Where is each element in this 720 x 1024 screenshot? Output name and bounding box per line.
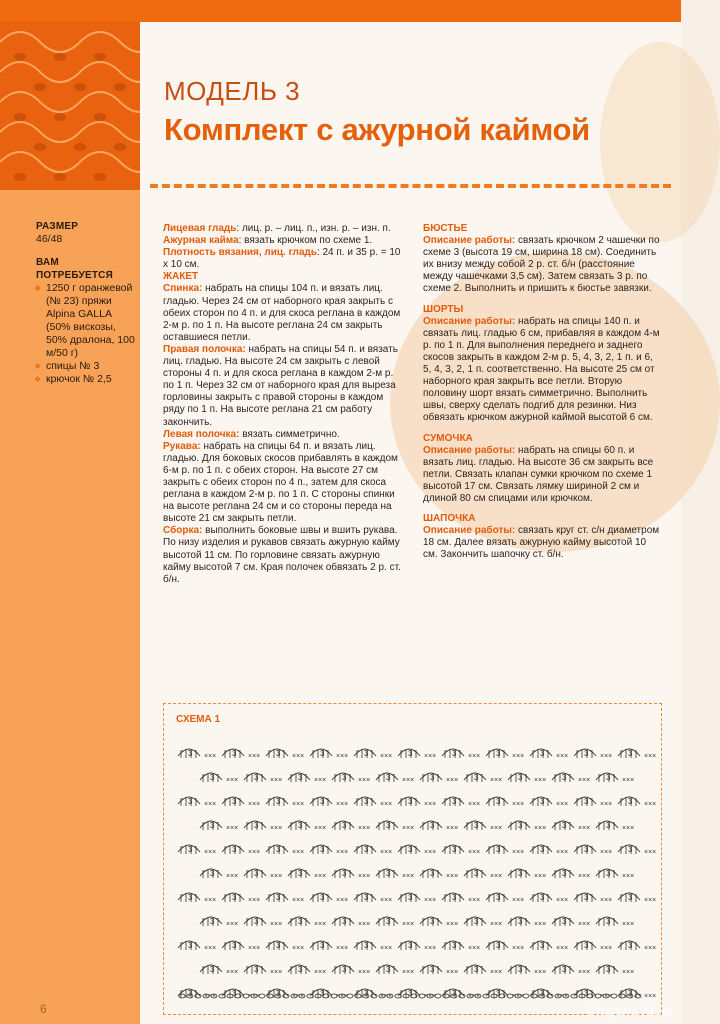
chart-number: 3 bbox=[232, 941, 237, 950]
chart-x-marks: ××× bbox=[490, 825, 503, 832]
chart-number: 3 bbox=[408, 941, 413, 950]
chart-x-marks: ××× bbox=[336, 897, 349, 904]
chart-x-marks: ××× bbox=[534, 873, 547, 880]
chart-x-marks: ××× bbox=[578, 969, 591, 976]
size-label: РАЗМЕР bbox=[36, 221, 79, 232]
chart-number: 3 bbox=[210, 773, 215, 782]
chart-x-marks: ××× bbox=[622, 777, 635, 784]
chart-number: 3 bbox=[584, 749, 589, 758]
chart-number: 3 bbox=[584, 989, 589, 998]
chart-number: 3 bbox=[298, 821, 303, 830]
chart-x-marks: ××× bbox=[512, 801, 525, 808]
chart-number: 3 bbox=[474, 773, 479, 782]
chart-number: 3 bbox=[452, 749, 457, 758]
model-kicker: МОДЕЛЬ 3 bbox=[164, 76, 301, 106]
chart-x-marks: ××× bbox=[424, 993, 437, 1000]
chart-number: 3 bbox=[584, 845, 589, 854]
chart-x-marks: ××× bbox=[336, 849, 349, 856]
chart-number: 3 bbox=[496, 797, 501, 806]
chart-x-marks: ××× bbox=[226, 777, 239, 784]
chart-number: 3 bbox=[540, 989, 545, 998]
chart-x-marks: ××× bbox=[424, 849, 437, 856]
lace-photo bbox=[0, 22, 140, 190]
chart-x-marks: ××× bbox=[622, 825, 635, 832]
chart-number: 3 bbox=[320, 989, 325, 998]
chart-chain bbox=[355, 994, 361, 998]
chart-number: 3 bbox=[496, 749, 501, 758]
chart-x-marks: ××× bbox=[226, 921, 239, 928]
chart-x-marks: ××× bbox=[226, 969, 239, 976]
right-column: БЮСТЬЕ Описание работы: связать крючком 2 чашечки по схеме 3 (высота 19 см, ширина 18 см). Соединить их внизу между собой 2 р. ст. б/н (расстояние между чашечками 3,5 см). Затем связать 3 р. по схеме 2. Выполнить и пришить к бюстье завязки. ШОРТЫ Описание работы: набрать на спицы 140 п. и связать лиц. гладью 6 см, прибавляя в каждом 4-м р. по 1 п. Для выполнения переднего и заднего скосов закрыть в каждом 2-м р. 5, 4, 3, 2, 1 п. и 6, 5, 4, 3, 2, 1 п. соответственно. На высоте 25 см от наборного края закрыть все петли. Вторую половину шорт вязать симметрично. Выполнить швы, сверху сделать подгиб для резинки. Низ обвязать крючком ажурной каймой высотой 6 см. СУМОЧКА Описание работы: набрать на спицы 60 п. и вязать лиц. гладью. На высоте 36 см закрыть все петли. Связать клапан сумки крючком по схеме 1 высотой 17 см. Связать лямку шириной 2 см и длиной 80 см спицами или крючком. ШАПОЧКА Описание работы: связать круг ст. с/н диаметром 18 см. Далее вязать ажурную кайму высотой 10 см. Закончить шапочку ст. б/н. bbox=[423, 223, 660, 561]
chart-number: 3 bbox=[518, 869, 523, 878]
chart-x-marks: ××× bbox=[446, 921, 459, 928]
chart-x-marks: ××× bbox=[292, 801, 305, 808]
chart-x-marks: ××× bbox=[358, 969, 371, 976]
chart-x-marks: ××× bbox=[600, 849, 613, 856]
chart-number: 3 bbox=[562, 965, 567, 974]
chart-x-marks: ××× bbox=[248, 897, 261, 904]
chart-number: 3 bbox=[276, 797, 281, 806]
chart-number: 3 bbox=[562, 773, 567, 782]
chart-x-marks: ××× bbox=[468, 897, 481, 904]
chart-x-marks: ××× bbox=[270, 969, 283, 976]
chart-number: 3 bbox=[540, 797, 545, 806]
chart-number: 3 bbox=[474, 917, 479, 926]
chart-x-marks: ××× bbox=[622, 969, 635, 976]
chart-number: 3 bbox=[210, 917, 215, 926]
chart-x-marks: ××× bbox=[292, 993, 305, 1000]
chart-number: 3 bbox=[628, 941, 633, 950]
chart-x-marks: ××× bbox=[468, 753, 481, 760]
schema-title: СХЕМА 1 bbox=[176, 714, 221, 725]
section-title-shorts: ШОРТЫ bbox=[423, 303, 464, 315]
section-title-hat: ШАПОЧКА bbox=[423, 513, 476, 525]
chart-x-marks: ××× bbox=[512, 849, 525, 856]
chart-number: 3 bbox=[628, 797, 633, 806]
chart-number: 3 bbox=[342, 773, 347, 782]
chart-number: 3 bbox=[364, 797, 369, 806]
materials-info bbox=[36, 220, 136, 386]
chart-x-marks: ××× bbox=[424, 897, 437, 904]
chart-x-marks: ××× bbox=[270, 777, 283, 784]
chart-x-marks: ××× bbox=[556, 801, 569, 808]
chart-chain bbox=[267, 994, 273, 998]
chart-x-marks: ××× bbox=[556, 753, 569, 760]
chart-number: 3 bbox=[364, 989, 369, 998]
chart-number: 3 bbox=[430, 965, 435, 974]
chart-number: 3 bbox=[386, 917, 391, 926]
chart-number: 3 bbox=[518, 965, 523, 974]
chart-x-marks: ××× bbox=[380, 945, 393, 952]
chart-number: 3 bbox=[452, 797, 457, 806]
chart-x-marks: ××× bbox=[556, 945, 569, 952]
chart-chain bbox=[179, 994, 185, 998]
chart-number: 3 bbox=[320, 893, 325, 902]
chart-number: 3 bbox=[276, 893, 281, 902]
chart-x-marks: ××× bbox=[314, 825, 327, 832]
chart-number: 3 bbox=[232, 845, 237, 854]
chart-x-marks: ××× bbox=[556, 897, 569, 904]
chart-x-marks: ××× bbox=[358, 777, 371, 784]
chart-x-marks: ××× bbox=[248, 849, 261, 856]
chart-number: 3 bbox=[188, 749, 193, 758]
chart-x-marks: ××× bbox=[248, 993, 261, 1000]
chart-x-marks: ××× bbox=[314, 777, 327, 784]
chart-x-marks: ××× bbox=[490, 969, 503, 976]
chart-x-marks: ××× bbox=[204, 993, 217, 1000]
material-hook: ❖ крючок № 2,5 bbox=[36, 373, 136, 386]
chart-x-marks: ××× bbox=[270, 921, 283, 928]
chart-x-marks: ××× bbox=[314, 969, 327, 976]
chart-number: 3 bbox=[606, 821, 611, 830]
chart-number: 3 bbox=[518, 821, 523, 830]
chart-number: 3 bbox=[628, 893, 633, 902]
chart-number: 3 bbox=[562, 821, 567, 830]
chart-number: 3 bbox=[232, 989, 237, 998]
chart-number: 3 bbox=[518, 773, 523, 782]
chart-x-marks: ××× bbox=[600, 897, 613, 904]
chart-x-marks: ××× bbox=[622, 873, 635, 880]
background-blob-top bbox=[600, 42, 720, 242]
chart-number: 3 bbox=[628, 845, 633, 854]
chart-x-marks: ××× bbox=[512, 945, 525, 952]
chart-number: 3 bbox=[540, 893, 545, 902]
chart-x-marks: ××× bbox=[578, 873, 591, 880]
chart-x-marks: ××× bbox=[644, 897, 657, 904]
crochet-schema-box bbox=[163, 703, 662, 1015]
chart-number: 3 bbox=[562, 917, 567, 926]
chart-x-marks: ××× bbox=[380, 801, 393, 808]
chart-number: 3 bbox=[496, 989, 501, 998]
chart-x-marks: ××× bbox=[556, 993, 569, 1000]
chart-number: 3 bbox=[474, 869, 479, 878]
chart-x-marks: ××× bbox=[600, 753, 613, 760]
chart-number: 3 bbox=[364, 749, 369, 758]
chart-number: 3 bbox=[540, 845, 545, 854]
chart-x-marks: ××× bbox=[468, 945, 481, 952]
chart-chain bbox=[619, 994, 625, 998]
chart-number: 3 bbox=[584, 941, 589, 950]
chart-number: 3 bbox=[452, 893, 457, 902]
chart-x-marks: ××× bbox=[534, 825, 547, 832]
chart-number: 3 bbox=[320, 845, 325, 854]
chart-number: 3 bbox=[276, 845, 281, 854]
chart-number: 3 bbox=[386, 821, 391, 830]
chart-number: 3 bbox=[210, 869, 215, 878]
chart-number: 3 bbox=[496, 941, 501, 950]
watermark: Страна Мам bbox=[587, 1004, 671, 1018]
chart-x-marks: ××× bbox=[402, 969, 415, 976]
chart-x-marks: ××× bbox=[402, 873, 415, 880]
chart-x-marks: ××× bbox=[446, 777, 459, 784]
chart-number: 3 bbox=[298, 869, 303, 878]
page-title: Комплект с ажурной каймой bbox=[164, 112, 590, 147]
chart-chain bbox=[531, 994, 537, 998]
chart-number: 3 bbox=[584, 797, 589, 806]
chart-x-marks: ××× bbox=[512, 753, 525, 760]
chart-number: 3 bbox=[606, 869, 611, 878]
chart-number: 3 bbox=[276, 941, 281, 950]
chart-x-marks: ××× bbox=[644, 993, 657, 1000]
chart-number: 3 bbox=[210, 965, 215, 974]
chart-x-marks: ××× bbox=[468, 801, 481, 808]
chart-x-marks: ××× bbox=[358, 825, 371, 832]
chart-number: 3 bbox=[188, 989, 193, 998]
page-number: 6 bbox=[40, 1002, 47, 1016]
chart-x-marks: ××× bbox=[248, 945, 261, 952]
chart-number: 3 bbox=[408, 797, 413, 806]
chart-x-marks: ××× bbox=[380, 993, 393, 1000]
chart-x-marks: ××× bbox=[534, 777, 547, 784]
chart-x-marks: ××× bbox=[204, 849, 217, 856]
chart-x-marks: ××× bbox=[600, 945, 613, 952]
chart-x-marks: ××× bbox=[644, 849, 657, 856]
chart-x-marks: ××× bbox=[402, 777, 415, 784]
chart-x-marks: ××× bbox=[336, 945, 349, 952]
chart-x-marks: ××× bbox=[204, 897, 217, 904]
chart-number: 3 bbox=[254, 773, 259, 782]
chart-x-marks: ××× bbox=[644, 801, 657, 808]
chart-x-marks: ××× bbox=[490, 873, 503, 880]
chart-number: 3 bbox=[408, 749, 413, 758]
chart-x-marks: ××× bbox=[644, 753, 657, 760]
chart-x-marks: ××× bbox=[314, 873, 327, 880]
chart-x-marks: ××× bbox=[336, 993, 349, 1000]
chart-x-marks: ××× bbox=[534, 921, 547, 928]
chart-number: 3 bbox=[452, 989, 457, 998]
chart-number: 3 bbox=[276, 989, 281, 998]
chart-number: 3 bbox=[496, 893, 501, 902]
needs-label: ВАМ ПОТРЕБУЕТСЯ bbox=[36, 257, 113, 281]
chart-x-marks: ××× bbox=[490, 921, 503, 928]
chart-x-marks: ××× bbox=[358, 921, 371, 928]
chart-number: 3 bbox=[430, 773, 435, 782]
chart-number: 3 bbox=[408, 845, 413, 854]
chart-x-marks: ××× bbox=[292, 849, 305, 856]
chart-x-marks: ××× bbox=[336, 801, 349, 808]
chart-number: 3 bbox=[408, 989, 413, 998]
chart-number: 3 bbox=[386, 965, 391, 974]
chart-number: 3 bbox=[584, 893, 589, 902]
chart-number: 3 bbox=[320, 797, 325, 806]
chart-number: 3 bbox=[188, 845, 193, 854]
chart-number: 3 bbox=[606, 773, 611, 782]
chart-number: 3 bbox=[386, 869, 391, 878]
chart-x-marks: ××× bbox=[556, 849, 569, 856]
chart-x-marks: ××× bbox=[270, 825, 283, 832]
chart-number: 3 bbox=[474, 965, 479, 974]
chart-number: 3 bbox=[474, 821, 479, 830]
chart-x-marks: ××× bbox=[314, 921, 327, 928]
chart-number: 3 bbox=[254, 821, 259, 830]
chart-chain bbox=[443, 994, 449, 998]
chart-x-marks: ××× bbox=[644, 945, 657, 952]
chart-x-marks: ××× bbox=[424, 753, 437, 760]
chart-number: 3 bbox=[518, 917, 523, 926]
crochet-chart bbox=[178, 734, 657, 1004]
chart-x-marks: ××× bbox=[204, 753, 217, 760]
chart-x-marks: ××× bbox=[578, 921, 591, 928]
material-yarn: ❖ 1250 г оранжевой (№ 23) пряжи Alpina GALLA (50% вискозы, 50% дралона, 100 м/50 г) bbox=[36, 282, 136, 360]
chart-number: 3 bbox=[606, 965, 611, 974]
chart-number: 3 bbox=[210, 821, 215, 830]
chart-number: 3 bbox=[364, 845, 369, 854]
chart-number: 3 bbox=[496, 845, 501, 854]
chart-number: 3 bbox=[408, 893, 413, 902]
chart-x-marks: ××× bbox=[468, 849, 481, 856]
chart-number: 3 bbox=[342, 869, 347, 878]
chart-number: 3 bbox=[254, 965, 259, 974]
chart-number: 3 bbox=[298, 917, 303, 926]
left-column: Лицевая гладь: лиц. р. – лиц. п., изн. р. – изн. п. Ажурная кайма: вязать крючком по схеме 1. Плотность вязания, лиц. гладь: 24 п. и 35 р. = 10 х 10 см. ЖАКЕТ Спинка: набрать на спицы 104 п. и вязать лиц. гладью. Через 24 см от наборного края закрыть с обеих сторон по 4 п. и для скоса реглана в каждом 2-м р. по 1 п. На высоте реглана 24 см закрыть оставшиеся петли. Правая полочка: набрать на спицы 54 п. и вязать лиц. гладью. На высоте 24 см закрыть с левой стороны 4 п. и для скоса реглана в каждом 2-м р. по 1 п. Через 32 см от наборного края для выреза горловины закрыть с правой стороны в каждом ряду по 1 п. На высоте реглана 21 см работу закончить. Левая полочка: вязать симметрично. Рукава: набрать на спицы 64 п. и вязать лиц. гладью. Для боковых скосов прибавлять в каждом 6-м р. по 1 п. с обеих сторон. На высоте 27 см закрыть с обеих сторон по 4 п., затем для скоса реглана в каждом 2-м р. по 1 п. С стороны спинки на высоте реглана 24 см и со стороны переда на высоте 21 см закрыть петли. Сборка: выполнить боковые швы и вшить рукава. По низу изделия и рукавов связать ажурную кайму высотой 11 см. По горловине связать ажурную кайму высотой 7 см. Края полочек обвязать 2 р. ст. б/н. bbox=[163, 223, 405, 586]
chart-x-marks: ××× bbox=[622, 921, 635, 928]
chart-x-marks: ××× bbox=[534, 969, 547, 976]
chart-number: 3 bbox=[364, 941, 369, 950]
chart-x-marks: ××× bbox=[380, 753, 393, 760]
chart-number: 3 bbox=[430, 869, 435, 878]
chart-x-marks: ××× bbox=[446, 825, 459, 832]
chart-number: 3 bbox=[232, 893, 237, 902]
chart-x-marks: ××× bbox=[380, 897, 393, 904]
chart-x-marks: ××× bbox=[402, 921, 415, 928]
chart-x-marks: ××× bbox=[446, 873, 459, 880]
size-value: 46/48 bbox=[36, 233, 63, 245]
chart-x-marks: ××× bbox=[204, 945, 217, 952]
chart-x-marks: ××× bbox=[336, 753, 349, 760]
chart-x-marks: ××× bbox=[226, 873, 239, 880]
chart-number: 3 bbox=[540, 941, 545, 950]
chart-number: 3 bbox=[364, 893, 369, 902]
chart-x-marks: ××× bbox=[578, 777, 591, 784]
chart-x-marks: ××× bbox=[512, 897, 525, 904]
chart-number: 3 bbox=[320, 749, 325, 758]
chart-number: 3 bbox=[254, 869, 259, 878]
chart-number: 3 bbox=[232, 797, 237, 806]
chart-number: 3 bbox=[540, 749, 545, 758]
top-orange-band bbox=[0, 0, 681, 22]
chart-x-marks: ××× bbox=[248, 753, 261, 760]
chart-x-marks: ××× bbox=[402, 825, 415, 832]
chart-number: 3 bbox=[298, 965, 303, 974]
chart-number: 3 bbox=[452, 941, 457, 950]
chart-number: 3 bbox=[276, 749, 281, 758]
chart-number: 3 bbox=[628, 749, 633, 758]
chart-number: 3 bbox=[188, 797, 193, 806]
chart-number: 3 bbox=[342, 917, 347, 926]
chart-x-marks: ××× bbox=[204, 801, 217, 808]
chart-number: 3 bbox=[254, 917, 259, 926]
section-title-bag: СУМОЧКА bbox=[423, 432, 473, 444]
chart-x-marks: ××× bbox=[248, 801, 261, 808]
chart-number: 3 bbox=[430, 821, 435, 830]
chart-x-marks: ××× bbox=[578, 825, 591, 832]
chart-x-marks: ××× bbox=[468, 993, 481, 1000]
chart-number: 3 bbox=[342, 821, 347, 830]
chart-number: 3 bbox=[320, 941, 325, 950]
chart-x-marks: ××× bbox=[424, 801, 437, 808]
chart-number: 3 bbox=[298, 773, 303, 782]
chart-x-marks: ××× bbox=[512, 993, 525, 1000]
chart-number: 3 bbox=[562, 869, 567, 878]
section-title-bustier: БЮСТЬЕ bbox=[423, 223, 468, 234]
chart-x-marks: ××× bbox=[380, 849, 393, 856]
chart-number: 3 bbox=[232, 749, 237, 758]
chart-x-marks: ××× bbox=[226, 825, 239, 832]
material-needles: ❖ спицы № 3 bbox=[36, 360, 136, 373]
chart-x-marks: ××× bbox=[292, 897, 305, 904]
chart-x-marks: ××× bbox=[270, 873, 283, 880]
dashed-divider bbox=[150, 184, 671, 188]
chart-x-marks: ××× bbox=[600, 801, 613, 808]
chart-number: 3 bbox=[188, 893, 193, 902]
chart-x-marks: ××× bbox=[424, 945, 437, 952]
chart-number: 3 bbox=[342, 965, 347, 974]
chart-number: 3 bbox=[606, 917, 611, 926]
chart-x-marks: ××× bbox=[600, 993, 613, 1000]
chart-x-marks: ××× bbox=[490, 777, 503, 784]
chart-x-marks: ××× bbox=[292, 753, 305, 760]
chart-number: 3 bbox=[188, 941, 193, 950]
section-title-jacket: ЖАКЕТ bbox=[163, 271, 199, 283]
chart-x-marks: ××× bbox=[358, 873, 371, 880]
chart-number: 3 bbox=[628, 989, 633, 998]
chart-x-marks: ××× bbox=[292, 945, 305, 952]
chart-x-marks: ××× bbox=[446, 969, 459, 976]
chart-number: 3 bbox=[452, 845, 457, 854]
chart-number: 3 bbox=[386, 773, 391, 782]
chart-number: 3 bbox=[430, 917, 435, 926]
